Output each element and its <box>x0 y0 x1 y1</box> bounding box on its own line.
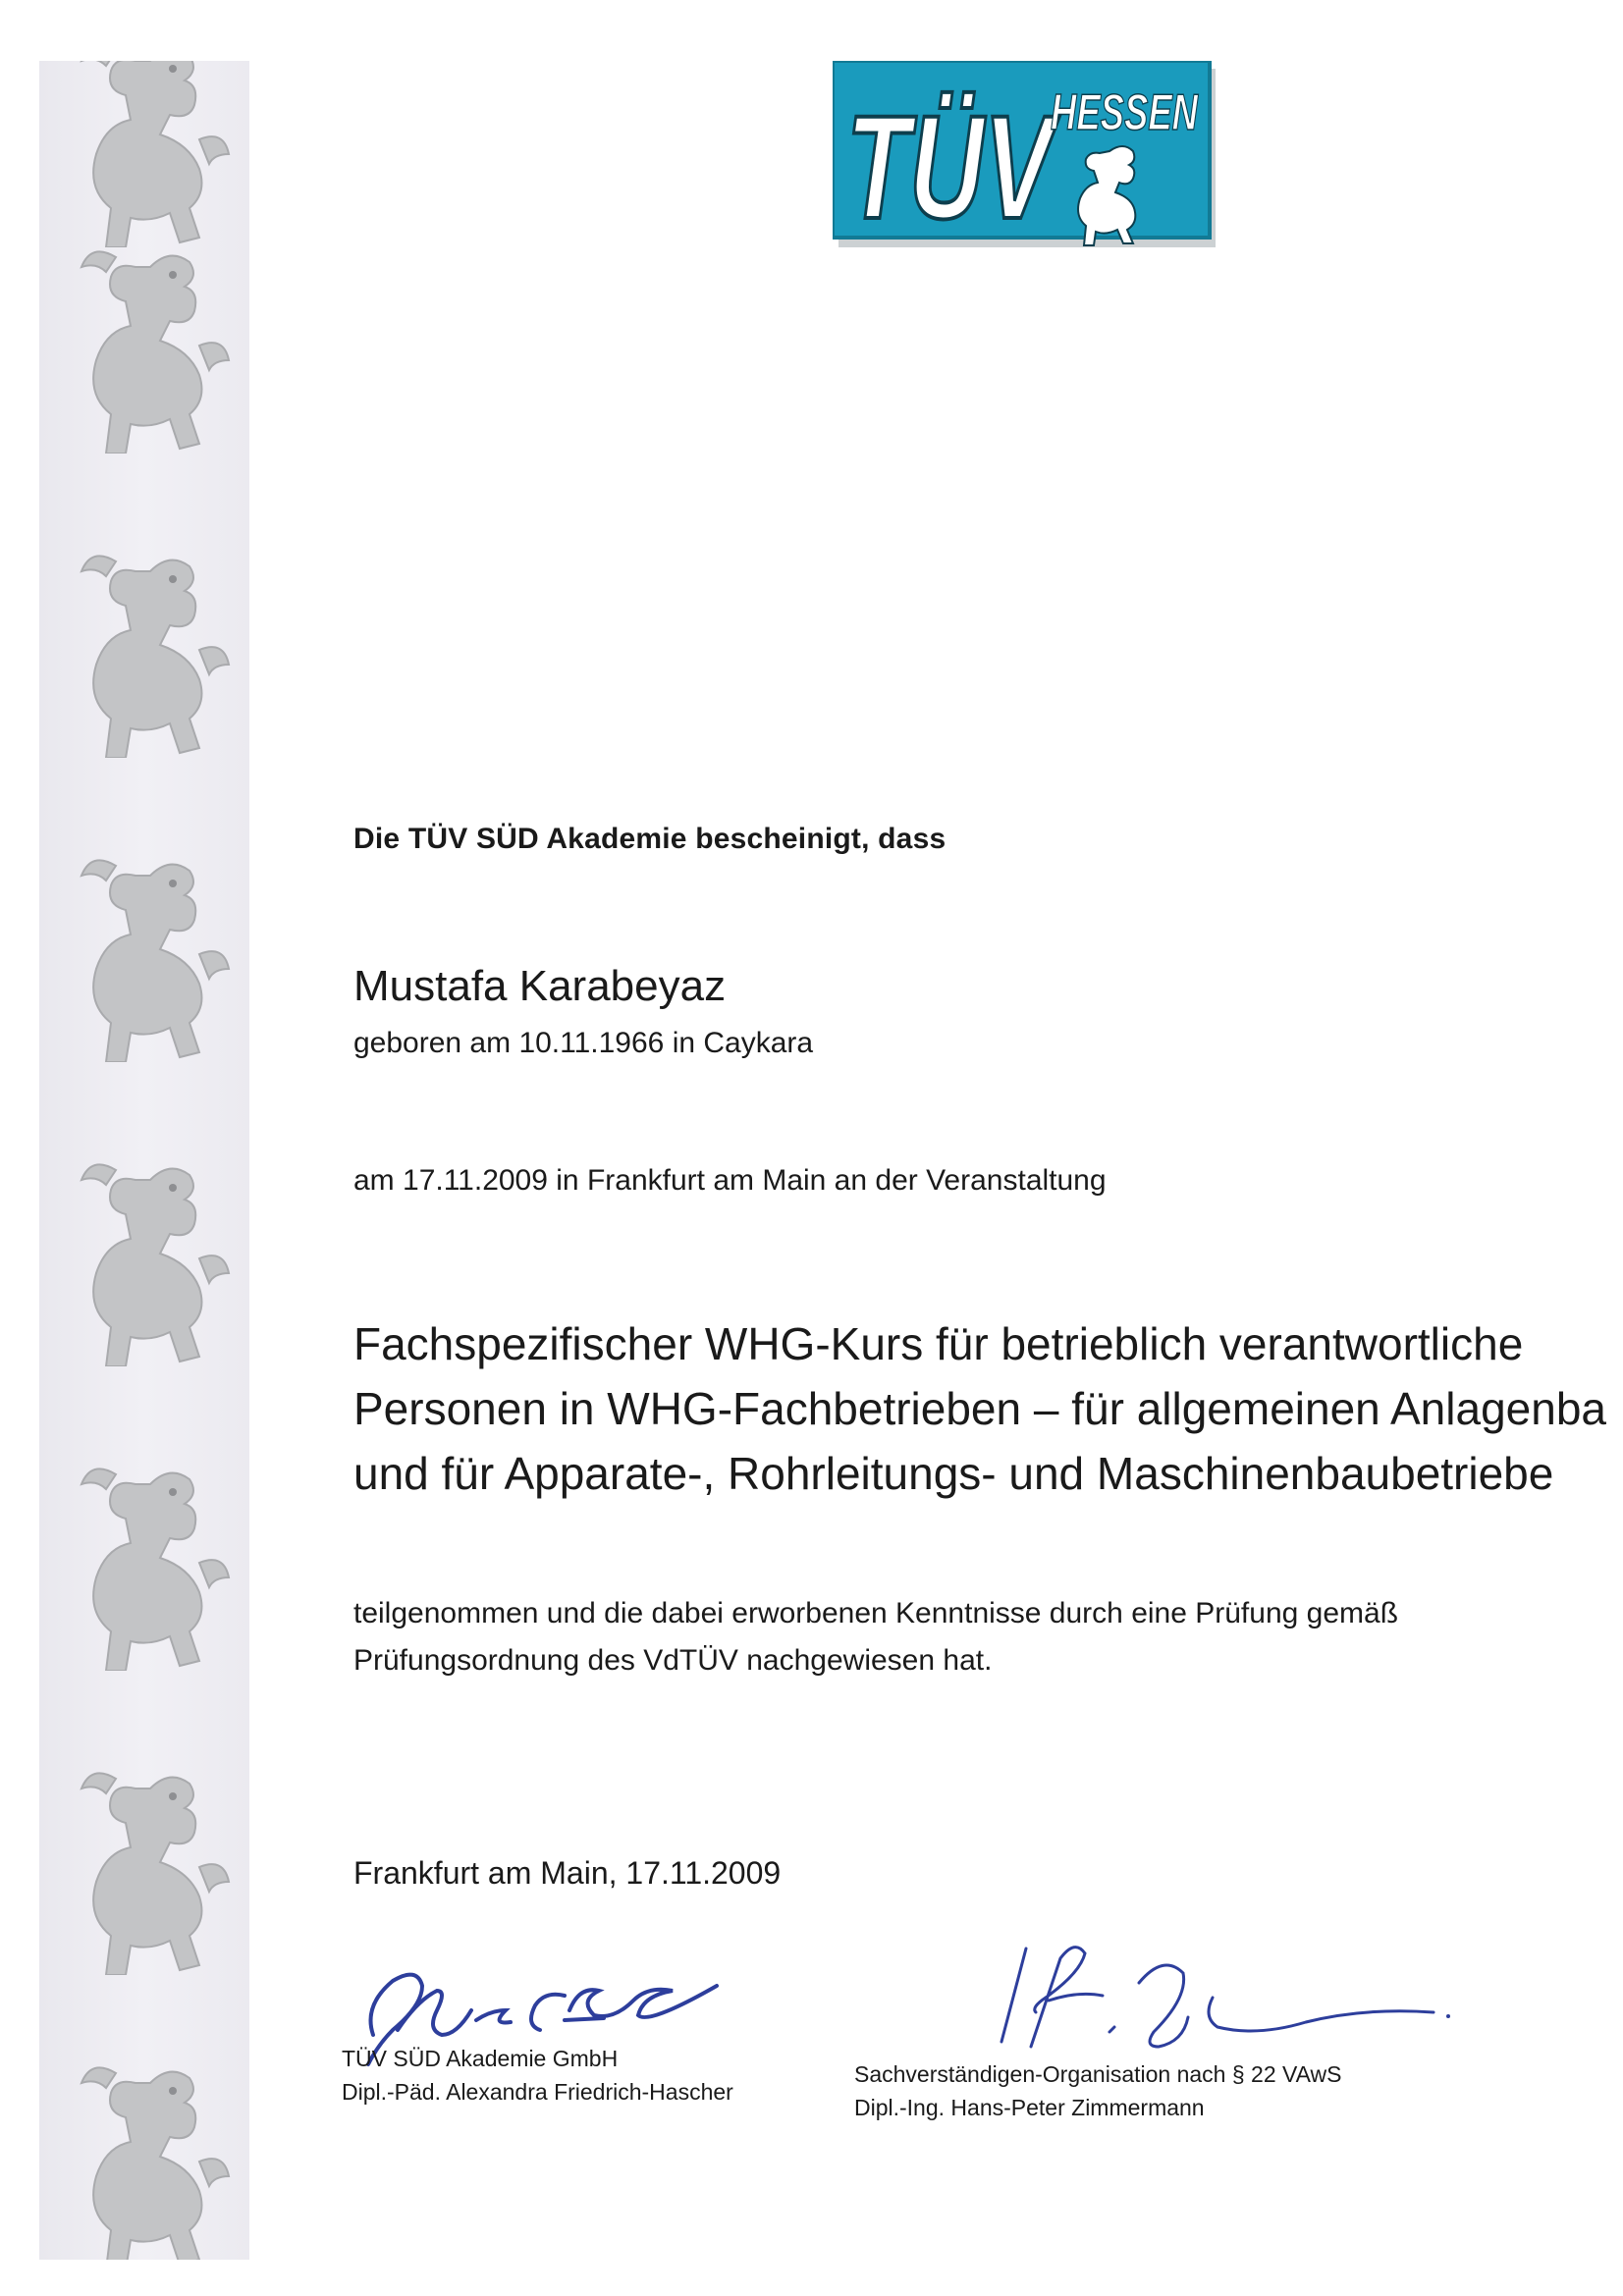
result-statement <box>353 1590 1398 1684</box>
logo-brand: TÜV <box>846 84 1060 249</box>
logo-region: HESSEN <box>1051 84 1200 141</box>
signatory-org: Sachverständigen-Organisation nach § 22 VAwS <box>854 2061 1342 2087</box>
signature-right <box>962 1924 1512 2071</box>
lion-watermark-strip <box>39 61 249 2260</box>
course-title-line: Fachspezifischer WHG-Kurs für betrieblich verantwortliche <box>353 1318 1524 1369</box>
signatory-person: Dipl.-Päd. Alexandra Friedrich-Hascher <box>342 2079 733 2105</box>
lion-watermark-icon <box>57 1445 234 1671</box>
lion-watermark-icon <box>57 61 234 247</box>
signatory-block-right <box>854 2057 1342 2124</box>
signatory-block-left <box>342 2042 733 2109</box>
signatory-org: TÜV SÜD Akademie GmbH <box>342 2046 619 2071</box>
course-title-line: Personen in WHG-Fachbetrieben – für allgemeinen Anlagenba <box>353 1383 1606 1434</box>
result-line: Prüfungsordnung des VdTÜV nachgewiesen hat. <box>353 1644 993 1677</box>
tuv-hessen-logo <box>833 61 1217 249</box>
participant-birth: geboren am 10.11.1966 in Caykara <box>353 1027 814 1059</box>
lion-watermark-icon <box>57 836 234 1062</box>
lion-watermark-icon <box>57 228 234 454</box>
place-date: Frankfurt am Main, 17.11.2009 <box>353 1855 782 1891</box>
lion-watermark-icon <box>57 2044 234 2260</box>
lion-watermark-icon <box>57 1141 234 1366</box>
certificate-intro: Die TÜV SÜD Akademie bescheinigt, dass <box>353 823 947 855</box>
event-line: am 17.11.2009 in Frankfurt am Main an der Veranstaltung <box>353 1164 1107 1197</box>
lion-watermark-icon <box>57 532 234 758</box>
course-title <box>353 1311 1606 1506</box>
course-title-line: und für Apparate-, Rohrleitungs- und Maschinenbaubetriebe <box>353 1448 1554 1499</box>
participant-name: Mustafa Karabeyaz <box>353 962 727 1010</box>
signatory-person: Dipl.-Ing. Hans-Peter Zimmermann <box>854 2095 1205 2120</box>
result-line: teilgenommen und die dabei erworbenen Kenntnisse durch eine Prüfung gemäß <box>353 1597 1399 1629</box>
lion-watermark-icon <box>57 1749 234 1975</box>
